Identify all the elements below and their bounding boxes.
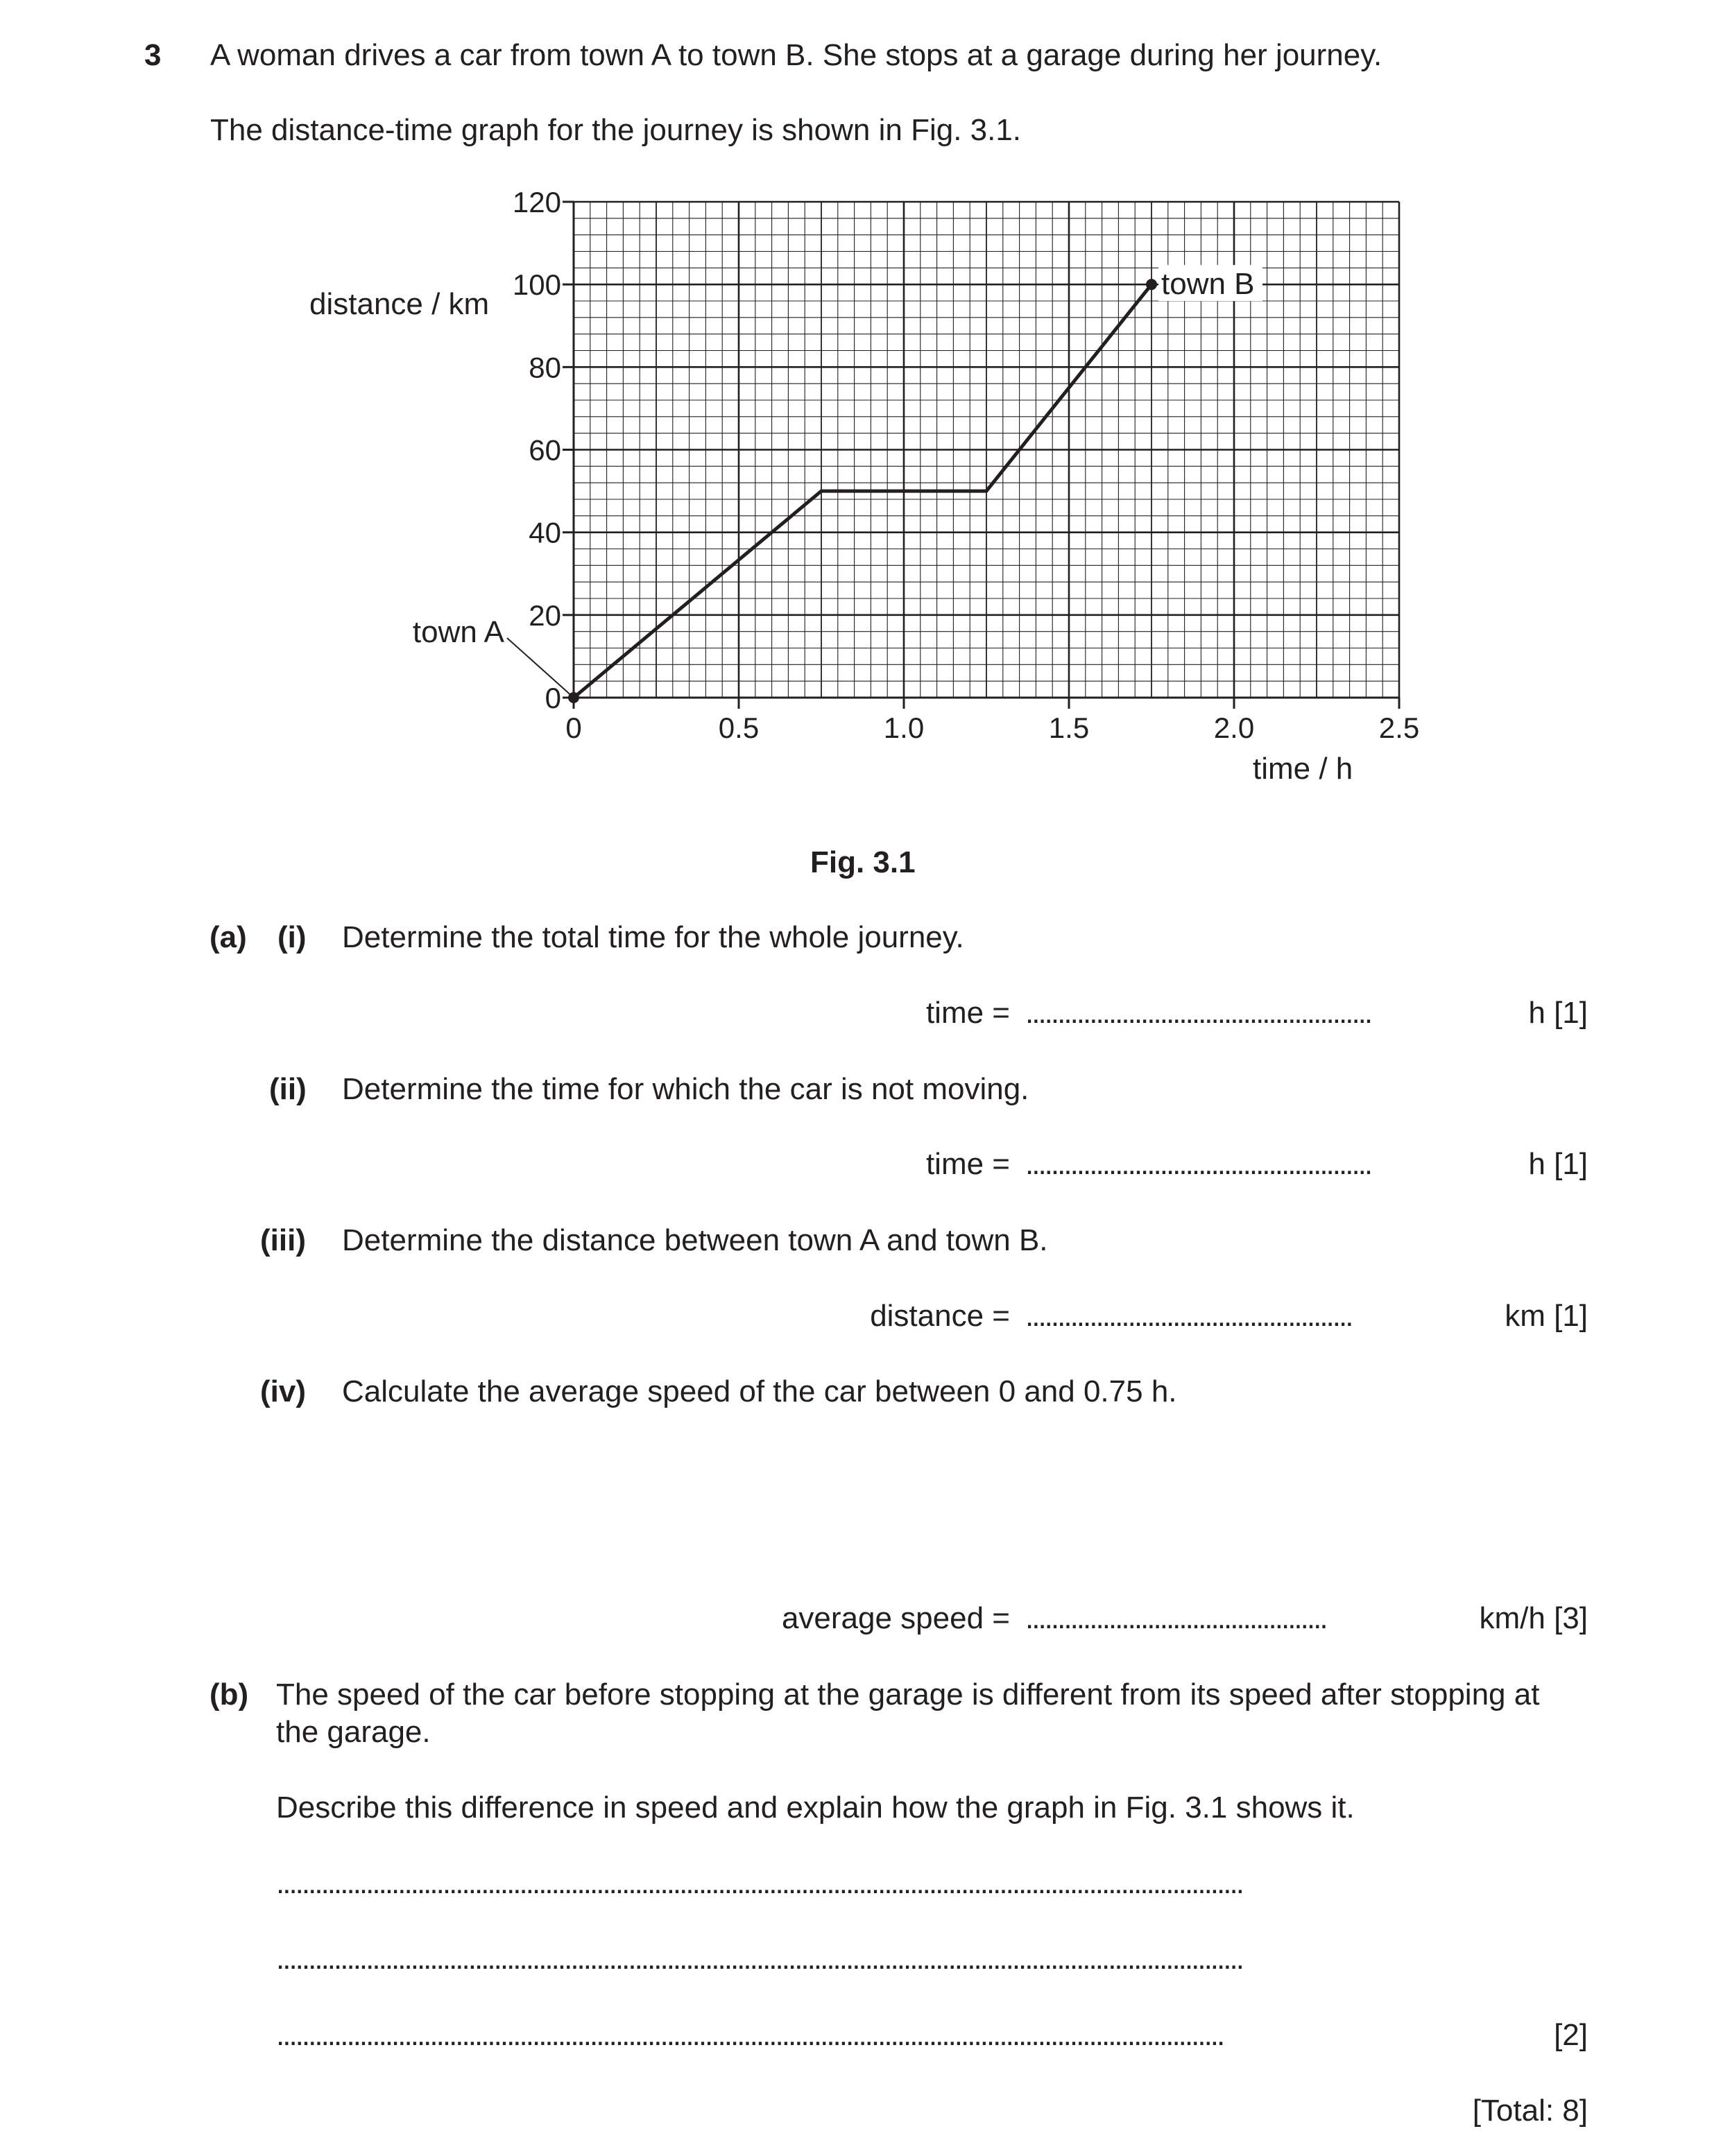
part-a-iv-text: Calculate the average speed of the car between 0 and 0.75 h. — [342, 1374, 1177, 1408]
part-b-marks: [2] — [1554, 2018, 1588, 2052]
part-a-i-marks: h [1] — [1528, 996, 1588, 1030]
part-a-i-answer-field[interactable]: ...................................................... — [1025, 996, 1371, 1030]
town-a-label: town A — [412, 615, 504, 649]
total-marks: [Total: 8] — [1472, 2094, 1588, 2128]
part-a-ii-marks: h [1] — [1528, 1147, 1588, 1181]
part-a-ii-answer-field[interactable]: ...................................................... — [1025, 1147, 1371, 1181]
series-point — [1146, 279, 1157, 290]
part-a-iv-answer-label: average speed = — [781, 1601, 1010, 1635]
question-intro-line2: The distance-time graph for the journey is shown in Fig. 3.1. — [210, 113, 1022, 147]
part-b-answer-line-2[interactable]: ....................................................................................................................................................... — [276, 1942, 1242, 1976]
y-tick-label: 20 — [529, 598, 561, 632]
part-a-iii-answer-field[interactable]: ................................................... — [1025, 1299, 1352, 1333]
part-b-text-line2: the garage. — [276, 1715, 431, 1749]
distance-time-chart — [0, 0, 1721, 818]
y-axis-label: distance / km — [309, 287, 490, 321]
x-tick-label: 2.5 — [1378, 712, 1420, 744]
y-tick-label: 40 — [529, 516, 561, 549]
y-tick-label: 0 — [545, 682, 561, 714]
part-a-i-answer-label: time = — [925, 996, 1010, 1030]
part-a-iii-text: Determine the distance between town A and town B. — [342, 1223, 1048, 1257]
y-tick-label: 80 — [529, 351, 561, 384]
part-a-iii-answer-label: distance = — [870, 1299, 1010, 1333]
series-line — [574, 284, 1151, 698]
part-a-iii-marks: km [1] — [1505, 1299, 1588, 1333]
part-a-iv-answer-field[interactable]: ............................................... — [1025, 1601, 1326, 1635]
x-tick-label: 2.0 — [1213, 712, 1255, 744]
part-b-label: (b) — [209, 1678, 249, 1711]
part-a-ii-text: Determine the time for which the car is not moving. — [342, 1072, 1029, 1106]
part-a-iii-label: (iii) — [260, 1223, 306, 1257]
x-axis-label: time / h — [1253, 752, 1353, 786]
town-a-leader-line — [507, 638, 574, 698]
x-tick-label: 0 — [565, 712, 582, 744]
question-number: 3 — [144, 38, 162, 72]
part-a-i-text: Determine the total time for the whole journey. — [342, 920, 964, 954]
y-tick-label: 60 — [529, 433, 561, 467]
x-tick-label: 1.0 — [883, 712, 925, 744]
part-a-ii-answer-label: time = — [925, 1147, 1010, 1181]
figure-caption: Fig. 3.1 — [810, 845, 916, 879]
part-a-label: (a) — [209, 920, 247, 954]
part-b-answer-line-3[interactable]: .................................................................................................................................................... — [276, 2018, 1224, 2052]
part-a-ii-label: (ii) — [269, 1072, 307, 1106]
part-a-iv-label: (iv) — [260, 1374, 306, 1408]
town-b-label: town B — [1161, 267, 1255, 302]
x-tick-label: 1.5 — [1048, 712, 1090, 744]
x-tick-label: 0.5 — [718, 712, 760, 744]
part-b-instruction: Describe this difference in speed and explain how the graph in Fig. 3.1 shows it. — [276, 1791, 1355, 1825]
part-b-text-line1: The speed of the car before stopping at the garage is different from its speed after stopping at — [276, 1678, 1540, 1711]
question-intro-line1: A woman drives a car from town A to town B. She stops at a garage during her journey. — [210, 38, 1382, 72]
part-b-answer-line-1[interactable]: ....................................................................................................................................................... — [276, 1866, 1242, 1900]
part-a-i-label: (i) — [277, 920, 307, 954]
y-tick-label: 120 — [512, 186, 561, 218]
y-tick-label: 100 — [512, 268, 561, 302]
part-a-iv-marks: km/h [3] — [1479, 1601, 1588, 1635]
